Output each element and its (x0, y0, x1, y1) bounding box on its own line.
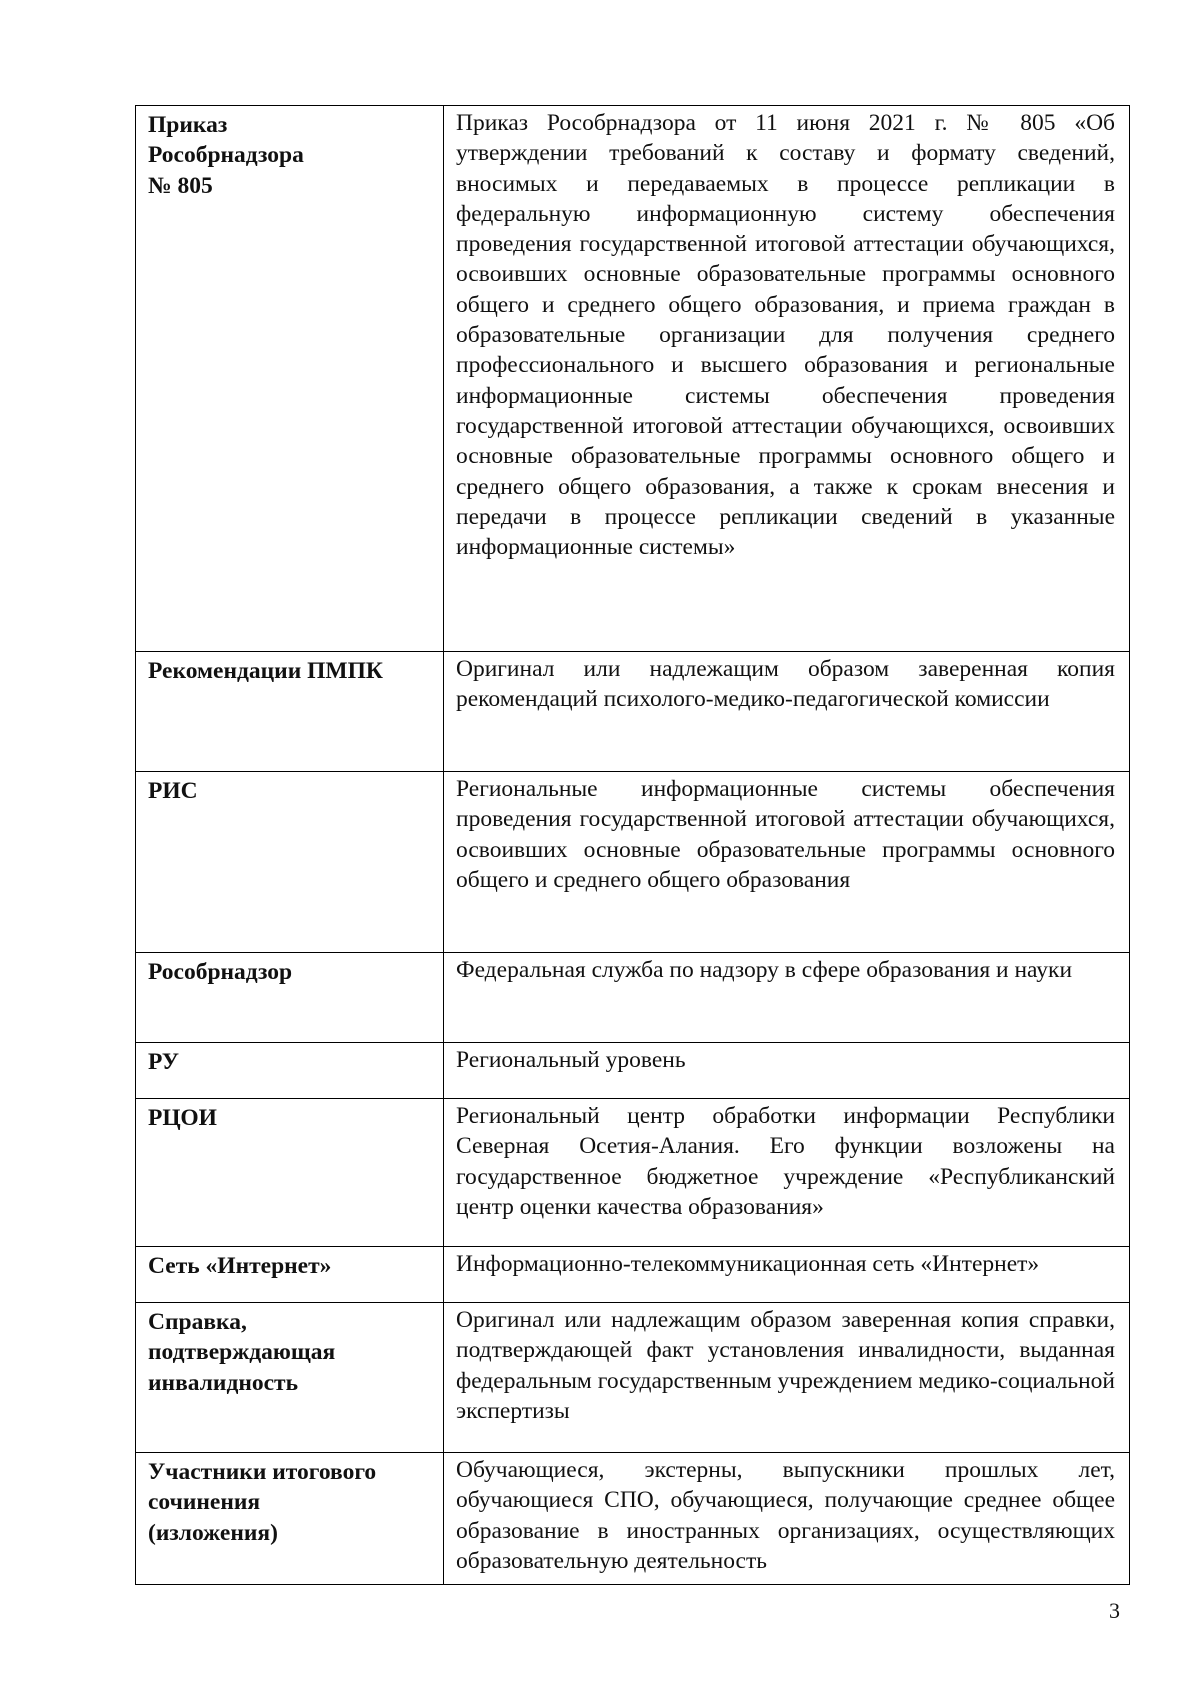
table-row (136, 106, 1130, 652)
definition-cell: Оригинал или надлежащим образом заверенная копия справки, подтверждающей факт установления инвалидности, выданная федеральным государственным учреждением медико-социальной экспертизы (444, 1303, 1130, 1453)
definition-cell: Обучающиеся, экстерны, выпускники прошлых лет, обучающиеся СПО, обучающиеся, получающие среднее общее образование в иностранных организациях, осуществляющих образовательную деятельность (444, 1453, 1130, 1585)
term-cell (136, 1247, 444, 1303)
term-cell (136, 106, 444, 652)
term-cell (136, 1043, 444, 1099)
term-line: подтверждающая (148, 1339, 336, 1366)
definition-cell: Информационно-телекоммуникационная сеть «Интернет» (444, 1247, 1130, 1303)
term-cell (136, 1099, 444, 1247)
term-line: РУ (148, 1049, 180, 1075)
term-line: № 805 (148, 172, 213, 199)
term-line: Рособрнадзора (148, 142, 304, 169)
term-line: Рособрнадзор (148, 959, 293, 985)
term-cell (136, 953, 444, 1043)
term-line: инвалидность (148, 1369, 299, 1396)
definition-cell: Региональный центр обработки информации Республики Северная Осетия-Алания. Его функции возложены на государственное бюджетное учреждение «Республиканский центр оценки качества образования» (444, 1099, 1130, 1247)
definition-cell: Оригинал или надлежащим образом заверенная копия рекомендаций психолого-медико-педагогической комиссии (444, 652, 1130, 772)
term-line: Сеть «Интернет» (148, 1253, 332, 1279)
definition-cell: Федеральная служба по надзору в сфере образования и науки (444, 953, 1130, 1043)
table-row (136, 1453, 1130, 1585)
term-line: Участники итогового (148, 1459, 377, 1485)
term-cell (136, 1453, 444, 1585)
definition-cell: Региональный уровень (444, 1043, 1130, 1099)
term-cell (136, 652, 444, 772)
table-row (136, 772, 1130, 953)
table-row (136, 1099, 1130, 1247)
glossary-table (135, 105, 1130, 1585)
term-line: сочинения (148, 1489, 261, 1516)
table-row (136, 953, 1130, 1043)
term-cell (136, 1303, 444, 1453)
term-cell (136, 772, 444, 953)
table-row (136, 1043, 1130, 1099)
table-row (136, 652, 1130, 772)
term-line: Рекомендации ПМПК (148, 658, 383, 684)
definition-cell: Приказ Рособрнадзора от 11 июня 2021 г. № 805 «Об утверждении требований к составу и формату сведений, вносимых и передаваемых в процессе репликации в федеральную информационную систему обеспечения проведения государственной итоговой аттестации обучающихся, освоивших основные образовательные программы основного общего и среднего общего образования, и приема граждан в образовательные организации для получения среднего профессионального и высшего образования и региональные информационные системы обеспечения проведения государственной итоговой аттестации обучающихся, освоивших основные образовательные программы основного общего и среднего общего образования, а также к срокам внесения и передачи в процессе репликации сведений в указанные информационные системы» (444, 106, 1130, 652)
term-line: РЦОИ (148, 1105, 217, 1131)
term-line: РИС (148, 778, 198, 804)
table-row (136, 1303, 1130, 1453)
term-line: Приказ (148, 112, 228, 138)
term-line: (изложения) (148, 1519, 278, 1546)
definition-cell: Региональные информационные системы обеспечения проведения государственной итоговой аттестации обучающихся, освоивших основные образовательные программы основного общего и среднего общего образования (444, 772, 1130, 953)
term-line: Справка, (148, 1309, 247, 1335)
table-row (136, 1247, 1130, 1303)
page-number: 3 (1109, 1598, 1120, 1623)
